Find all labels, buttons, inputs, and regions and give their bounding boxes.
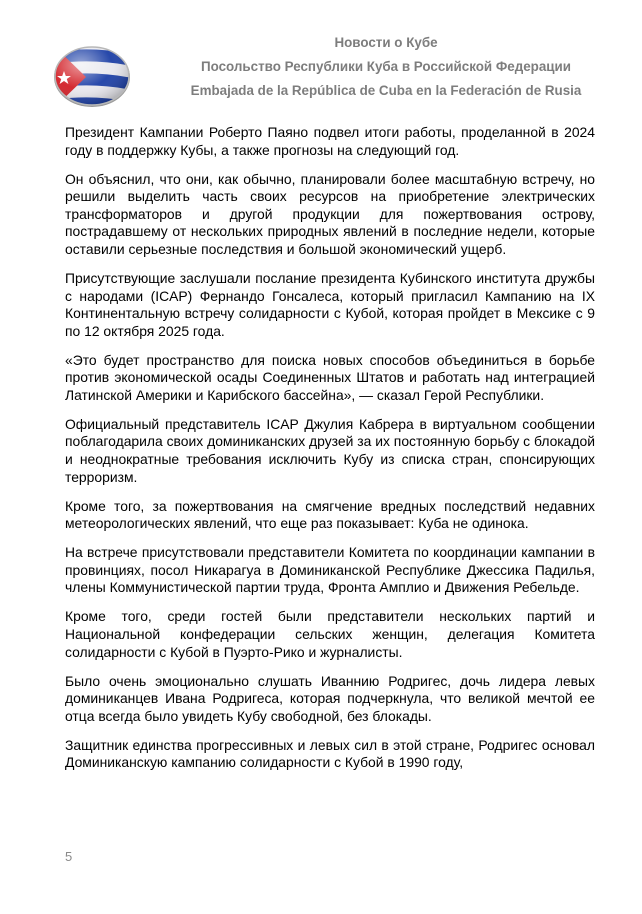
paragraph: Присутствующие заслушали послание президента Кубинского института дружбы с народами (ICAP) Фернандо Гонсалеса, который пригласил Кампанию на IX Континентальную встречу солидарности с Кубой, которая пройдет в Мексике с 9 по 12 октября 2025 года. xyxy=(65,269,595,339)
paragraph: Кроме того, среди гостей были представители нескольких партий и Национальной конфедерации сельских женщин, делегация Комитета солидарности с Кубой в Пуэрто-Рико и журналисты. xyxy=(65,608,595,660)
paragraph: Было очень эмоционально слушать Иваннию Родригес, дочь лидера левых доминиканцев Ивана Родригеса, которая подчеркнула, что великой мечтой ее отца всегда было увидеть Кубу свободной, без блокады. xyxy=(65,672,595,724)
paragraph: На встрече присутствовали представители Комитета по координации кампании в провинциях, посол Никарагуа в Доминиканской Республике Джессика Падилья, члены Коммунистической партии труда, Фронта Амплио и Движения Ребельде. xyxy=(65,544,595,596)
document-header xyxy=(130,34,642,106)
paragraph: Кроме того, за пожертвования на смягчение вредных последствий недавних метеорологических явлений, что еще раз показывает: Куба не одинока. xyxy=(65,497,595,532)
paragraph: Официальный представитель ICAP Джулия Кабрера в виртуальном сообщении поблагодарила своих доминиканских друзей за их постоянную борьбу с блокадой и неоднократные требования исключить Кубу из списка стран, спонсирующих терроризм. xyxy=(65,415,595,485)
paragraph: Президент Кампании Роберто Паяно подвел итоги работы, проделанной в 2024 году в поддержку Кубы, а также прогнозы на следующий год. xyxy=(65,124,595,158)
header-embassy-ru: Посольство Республики Куба в Российской Федерации xyxy=(200,59,572,74)
cuban-flag-logo xyxy=(52,44,132,108)
paragraph: Защитник единства прогрессивных и левых сил в этой стране, Родригес основал Доминиканскую кампанию солидарности с Кубой в 1990 году, xyxy=(65,736,595,771)
article-body xyxy=(65,124,595,783)
paragraph: Он объяснил, что они, как обычно, планировали более масштабную встречу, но решили выделить часть своих ресурсов на приобретение электрических трансформаторов и другой продукции для пожертвования острову, пострадавшему от нескольких природных явлений в последние недели, которые оставили серьезные последствия и большой экономический ущерб. xyxy=(65,170,595,257)
paragraph: «Это будет пространство для поиска новых способов объединиться в борьбе против экономической осады Соединенных Штатов и работать над интеграцией Латинской Америки и Карибского бассейна», — сказал Герой Республики. xyxy=(65,351,595,403)
header-title: Новости о Кубе xyxy=(334,35,438,50)
header-embassy-es: Embajada de la República de Cuba en la Federación de Rusia xyxy=(190,83,582,98)
flag-logo-graphic xyxy=(52,44,132,108)
page-number: 5 xyxy=(65,849,73,864)
